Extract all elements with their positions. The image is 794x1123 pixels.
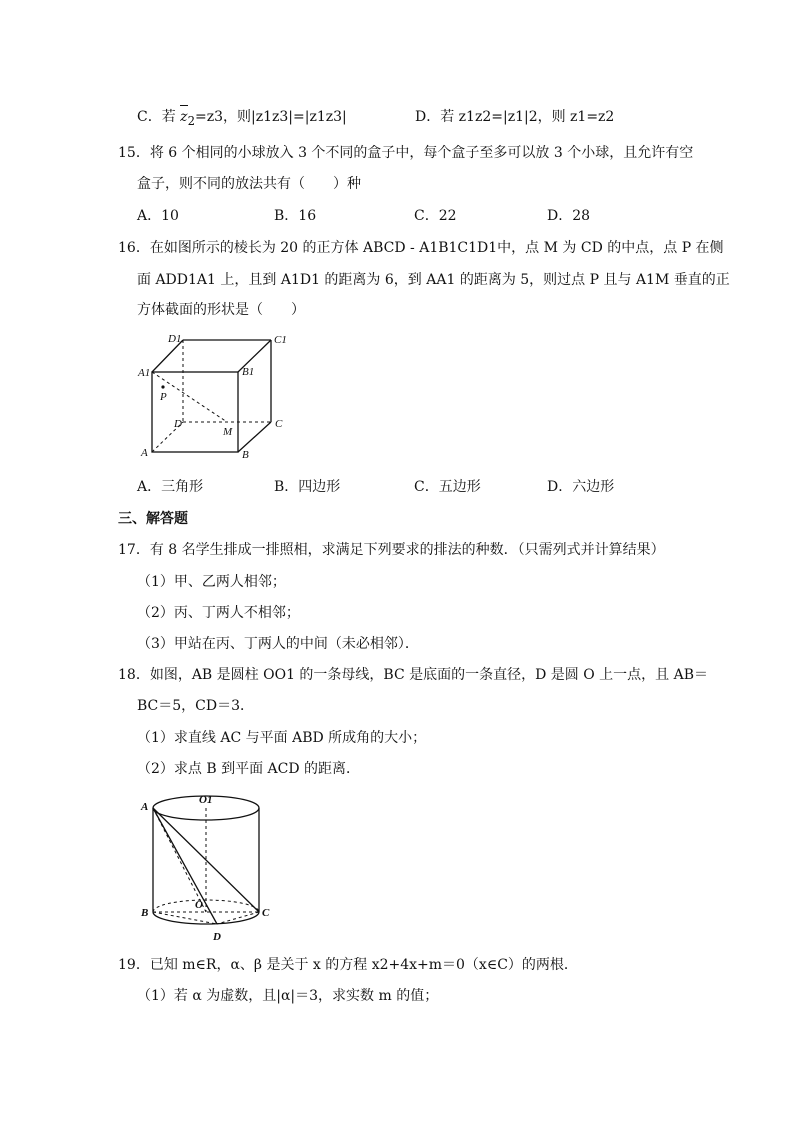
section-title: 三、解答题 — [118, 511, 188, 527]
q15-option-c: C．22 — [414, 208, 457, 224]
q17-part3: （3）甲站在丙、丁两人的中间（未必相邻）． — [137, 636, 419, 652]
cube-figure — [135, 330, 295, 465]
label-p: P — [160, 391, 167, 403]
conjugate-z: z — [180, 109, 188, 125]
q14-option-c: C．若 $z_2=z3$，则|z1z3|=|z1z3| — [137, 109, 347, 128]
q18-part1: （1）求直线 AC 与平面 ABD 所成角的大小； — [137, 730, 427, 746]
label-m: M — [223, 426, 233, 438]
q15-option-b: B．16 — [274, 208, 317, 224]
q17-part1: （1）甲、乙两人相邻； — [137, 574, 286, 590]
label-d: D — [174, 418, 182, 430]
label-a: A — [141, 801, 149, 813]
label-b1: B1 — [242, 366, 255, 378]
q14-option-d: D．若 z1z2=|z1|2，则 z1=z2 — [415, 109, 615, 125]
segment-ac — [153, 808, 259, 912]
cylinder-bottom-front — [153, 912, 259, 924]
q19-part1: （1）若 α 为虚数，且|α|＝3，求实数 m 的值； — [137, 988, 439, 1004]
q19-stem: 19．已知 m∈R，α、β 是关于 x 的方程 x2+4x+m＝0（x∈C）的两根． — [118, 957, 578, 973]
q16-stem-line1: 16．在如图所示的棱长为 20 的正方体 ABCD - A1B1C1D1中，点 M 为 CD 的中点，点 P 在侧 — [118, 240, 724, 256]
q17-stem: 17．有 8 名学生排成一排照相，求满足下列要求的排法的种数．（只需列式并计算结果） — [118, 542, 665, 558]
q16-option-c: C．五边形 — [414, 479, 481, 495]
cylinder-figure — [135, 785, 285, 945]
label-d: D — [213, 931, 221, 943]
cube-front-face — [152, 372, 238, 452]
q18-stem-line1: 18．如图，AB 是圆柱 OO1 的一条母线，BC 是底面的一条直径，D 是圆 O 上一点，且 AB＝ — [118, 667, 709, 683]
q15-option-d: D．28 — [547, 208, 591, 224]
edge-bc — [238, 422, 271, 452]
q15-option-a: A．10 — [137, 208, 179, 224]
segment-ad — [153, 808, 217, 924]
label-d1: D1 — [168, 333, 182, 345]
label-a1: A1 — [138, 367, 151, 379]
q16-stem-line2: 面 ADD1A1 上，且到 A1D1 的距离为 6，到 AA1 的距离为 5，则过点 P 且与 A1M 垂直的正 — [137, 272, 730, 288]
label-o: O — [195, 899, 203, 911]
segment-bd — [153, 912, 217, 924]
q16-option-d: D．六边形 — [547, 479, 615, 495]
q18-part2: （2）求点 B 到平面 ACD 的距离． — [137, 761, 361, 777]
label-o1: O1 — [199, 794, 213, 806]
label-b: B — [242, 449, 249, 461]
q17-part2: （2）丙、丁两人不相邻； — [137, 605, 300, 621]
label-c: C — [262, 907, 270, 919]
label-a: A — [141, 447, 148, 459]
label-b: B — [141, 907, 149, 919]
q18-stem-line2: BC＝5，CD＝3． — [137, 698, 255, 714]
q16-option-b: B．四边形 — [274, 479, 341, 495]
q15-stem-line1: 15．将 6 个相同的小球放入 3 个不同的盒子中，每个盒子至多可以放 3 个小球，且允许有空 — [118, 145, 694, 161]
label-c: C — [275, 418, 283, 430]
point-p — [161, 385, 164, 388]
q15-stem-line2: 盒子，则不同的放法共有（ ）种 — [137, 176, 361, 192]
q16-option-a: A．三角形 — [137, 479, 204, 495]
label-c1: C1 — [274, 334, 287, 346]
q16-stem-line3: 方体截面的形状是（ ） — [137, 302, 305, 318]
